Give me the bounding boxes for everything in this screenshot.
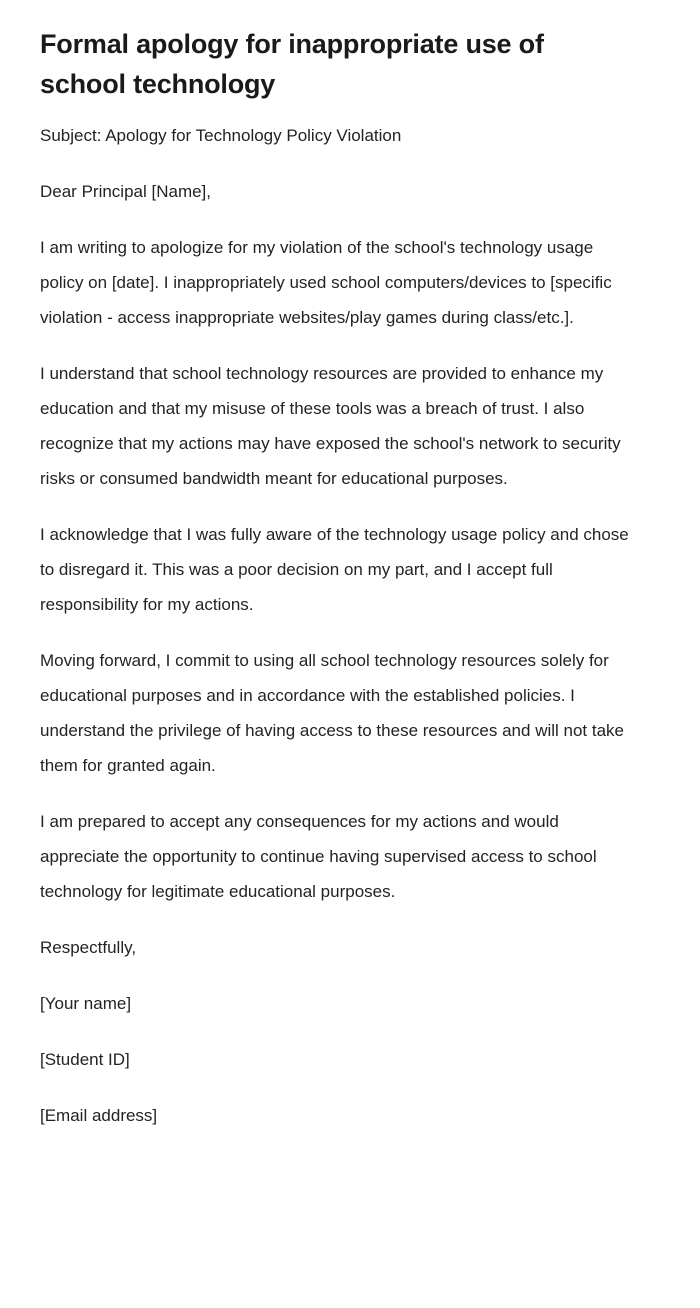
- subject-line: Subject: Apology for Technology Policy Violation: [40, 126, 402, 145]
- body-paragraph-2: I understand that school technology resources are provided to enhance my education and that my misuse of these tools was a breach of trust. I also recognize that my actions may have exposed the school's network to security risks or consumed bandwidth meant for educational purposes.: [40, 364, 621, 488]
- signature-email: [Email address]: [40, 1106, 158, 1125]
- body-paragraph-4: Moving forward, I commit to using all school technology resources solely for educational purposes and in accordance with the established policies. I understand the privilege of having access to these resources and will not take them for granted again.: [40, 651, 625, 775]
- salutation: Dear Principal [Name],: [40, 182, 212, 201]
- closing-salutation: Respectfully,: [40, 938, 137, 957]
- signature-name: [Your name]: [40, 994, 132, 1013]
- signature-student-id: [Student ID]: [40, 1050, 130, 1069]
- body-paragraph-3: I acknowledge that I was fully aware of the technology usage policy and chose to disregard it. This was a poor decision on my part, and I accept full responsibility for my actions.: [40, 525, 629, 614]
- page-title: Formal apology for inappropriate use of school technology: [40, 29, 544, 99]
- body-paragraph-1: I am writing to apologize for my violation of the school's technology usage policy on [date]. I inappropriately used school computers/devices to [specific violation - access inappropriate websites/play games during class/etc.].: [40, 238, 612, 327]
- article-body: [40, 118, 660, 1133]
- body-paragraph-5: I am prepared to accept any consequences for my actions and would appreciate the opportunity to continue having supervised access to school technology for legitimate educational purposes.: [40, 812, 597, 901]
